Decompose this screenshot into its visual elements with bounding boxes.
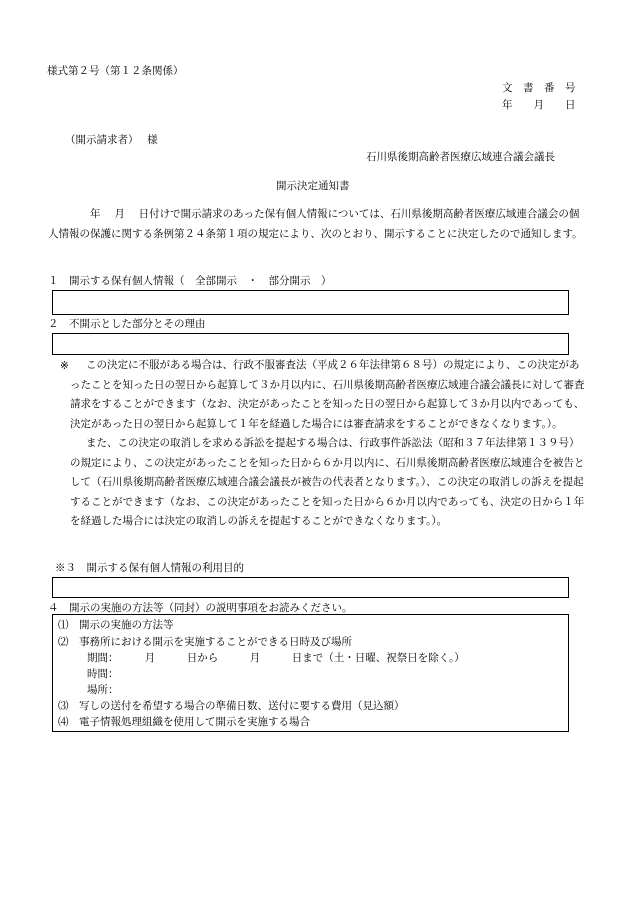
issuer-name: 石川県後期高齢者医療広域連合議会議長 bbox=[366, 151, 555, 163]
section-1-label: １ 開示する保有個人情報（ 全部開示 ・ 部分開示 ） bbox=[48, 275, 332, 287]
nondisclosure-reason-field bbox=[52, 333, 569, 355]
section-2-label: ２ 不開示とした部分とその理由 bbox=[48, 318, 206, 330]
disclosed-info-field bbox=[52, 290, 569, 315]
method-period: 期間： 月 日から 月 日まで（土・日曜、祝祭日を除く。） bbox=[87, 652, 465, 664]
appeal-note-paragraph: この決定に不服がある場合は、行政不服審査法（平成２６年法律第６８号）の規定により、この決定があったことを知った日の翌日から起算して３か月以内に、石川県後期高齢者医療広域連合議会議長に対して審査請求をすることができます（なお、決定があったことを知った日の翌日から起算して３か月以内であっても、決定があった日の翌日から起算して１年を経過した場合には審査請求をすることができなくなります。）。 bbox=[70, 359, 585, 430]
section-3-label: ※３ 開示する保有個人情報の利用目的 bbox=[55, 562, 244, 574]
recipient-label: （開示請求者） 様 bbox=[65, 134, 158, 146]
method-item-2: ⑵ 事務所における開示を実施することができる日時及び場所 bbox=[58, 636, 352, 648]
usage-purpose-field bbox=[52, 577, 569, 598]
disclosure-method-box bbox=[52, 614, 569, 732]
method-item-1: ⑴ 開示の実施の方法等 bbox=[58, 619, 174, 631]
intro-paragraph: 年 月 日付けで開示請求のあった保有個人情報については、石川県後期高齢者医療広域連合議会の個人情報の保護に関する条例第２４条第１項の規定により、次のとおり、開示することに決定したので通知します。 bbox=[48, 208, 583, 240]
note-mark: ※ bbox=[60, 360, 69, 372]
method-place: 場所： bbox=[87, 684, 119, 696]
form-number-label: 様式第２号（第１２条関係） bbox=[47, 65, 184, 77]
method-item-4: ⑷ 電子情報処理組織を使用して開示を実施する場合 bbox=[58, 716, 310, 728]
document-number-label: 文 書 番 号 bbox=[502, 82, 576, 94]
lawsuit-note-paragraph: また、この決定の取消しを求める訴訟を提起する場合は、行政事件訴訟法（昭和３７年法律第１３９号）の規定により、この決定があったことを知った日から６か月以内に、石川県後期高齢者医療広域連合を被告として（石川県後期高齢者医療広域連合議会議長が被告の代表者となります。）、この決定の取消しの訴えを提起することができます（なお、この決定があったことを知った日から６か月以内であっても、決定の日から１年を経過した場合には決定の取消しの訴えを提起することができなくなります。）。 bbox=[70, 437, 585, 527]
date-label: 年 月 日 bbox=[502, 99, 576, 111]
method-time: 時間： bbox=[87, 668, 119, 680]
method-item-3: ⑶ 写しの送付を希望する場合の準備日数、送付に要する費用（見込額） bbox=[58, 700, 405, 712]
document-title: 開示決定通知書 bbox=[276, 180, 350, 192]
section-4-label: ４ 開示の実施の方法等（同封）の説明事項をお読みください。 bbox=[48, 602, 353, 614]
